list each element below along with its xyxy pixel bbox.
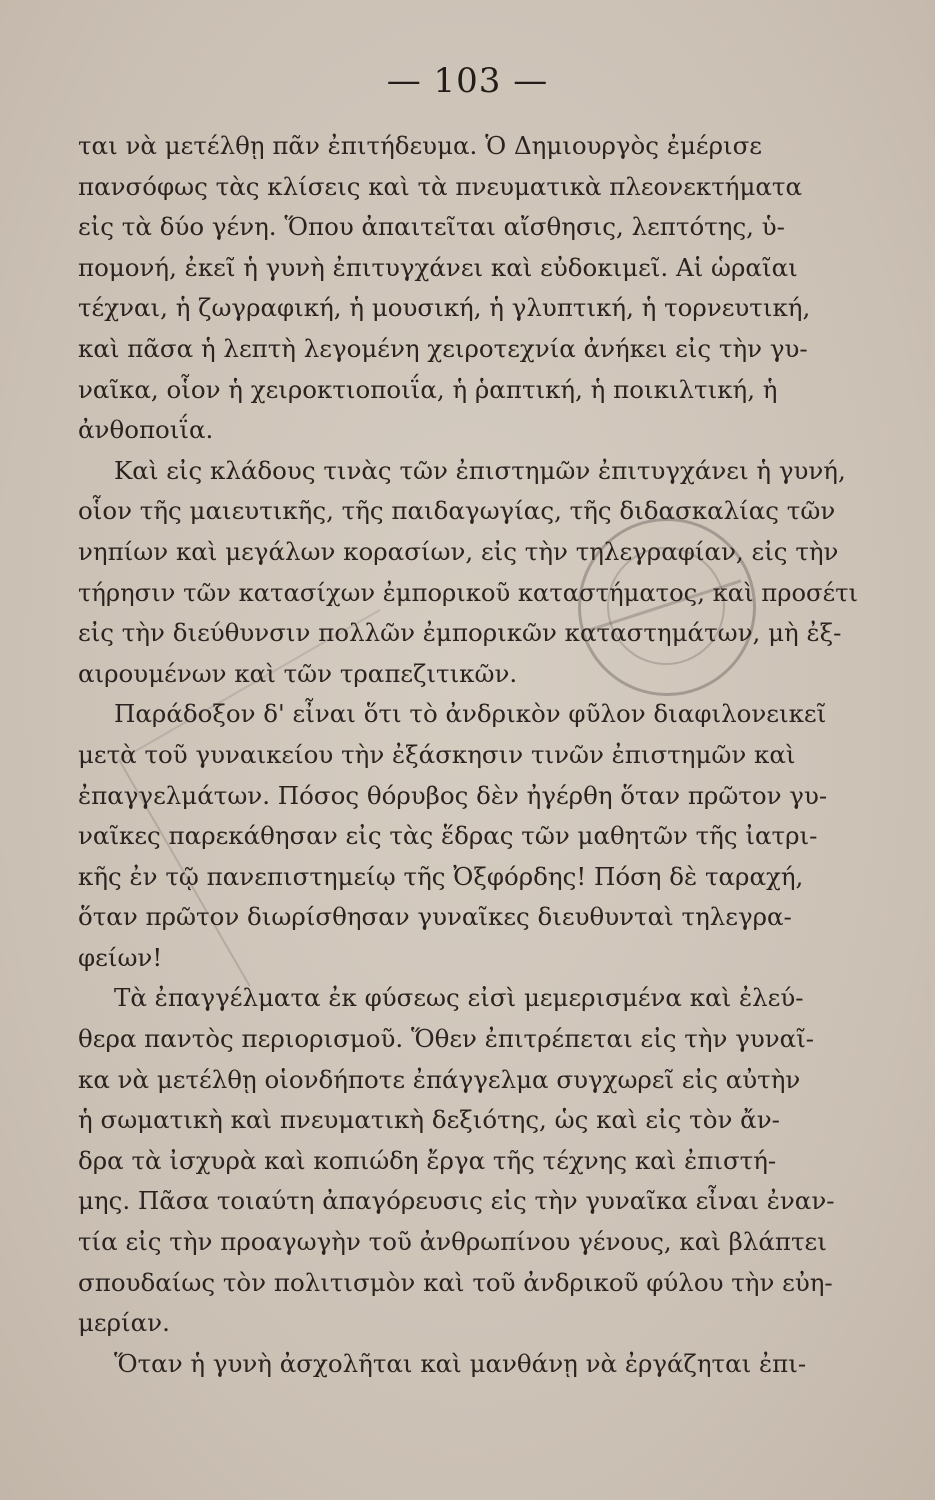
text-line: τήρησιν τῶν κατασίχων ἐμπορικοῦ καταστήματος, καὶ προσέτι xyxy=(78,578,858,607)
paragraph-4 xyxy=(78,978,858,1343)
text-line: τέχναι, ἡ ζωγραφική, ἡ μουσική, ἡ γλυπτική, ἡ τορνευτική, xyxy=(78,293,811,323)
paragraph-3 xyxy=(78,694,858,978)
paragraph-2 xyxy=(78,451,858,695)
paragraph-5 xyxy=(78,1344,858,1385)
text-line: ἀνθοποιΐα. xyxy=(78,415,214,445)
text-line: φείων! xyxy=(78,942,163,972)
text-line: κῆς ἐν τῷ πανεπιστημείῳ τῆς Ὀξφόρδης! Πόση δὲ ταραχή, xyxy=(78,861,804,891)
text-line: δρα τὰ ἰσχυρὰ καὶ κοπιώδη ἔργα τῆς τέχνης καὶ ἐπιστή- xyxy=(78,1145,777,1175)
text-line: εἰς τὰ δύο γένη. Ὅπου ἀπαιτεῖται αἴσθησις, λεπτότης, ὑ- xyxy=(78,212,785,242)
text-line: ναῖκα, οἷον ἡ χειροκτιοποιΐα, ἡ ῥαπτική, ἡ ποικιλτική, ἡ xyxy=(78,374,778,404)
text-line: κα νὰ μετέλθῃ οἱονδήποτε ἐπάγγελμα συγχωρεῖ εἰς αὐτὴν xyxy=(78,1064,801,1094)
text-line: τία εἰς τὴν προαγωγὴν τοῦ ἀνθρωπίνου γένους, καὶ βλάπτει xyxy=(78,1227,827,1257)
text-line: πανσόφως τὰς κλίσεις καὶ τὰ πνευματικὰ πλεονεκτήματα xyxy=(78,171,803,201)
text-line: Τὰ ἐπαγγέλματα ἐκ φύσεως εἰσὶ μεμερισμένα καὶ ἐλεύ- xyxy=(114,983,804,1013)
text-line: Παράδοξον δ' εἶναι ὅτι τὸ ἀνδρικὸν φῦλον διαφιλονεικεῖ xyxy=(114,699,827,729)
text-line: ται νὰ μετέλθῃ πᾶν ἐπιτήδευμα. Ὁ Δημιουργὸς ἐμέρισε xyxy=(78,131,763,160)
text-line: εἰς τὴν διεύθυνσιν πολλῶν ἐμπορικῶν καταστημάτων, μὴ ἐξ- xyxy=(78,618,842,648)
text-line: Καὶ εἰς κλάδους τινὰς τῶν ἐπιστημῶν ἐπιτυγχάνει ἡ γυνή, xyxy=(114,455,846,485)
text-line: πομονή, ἐκεῖ ἡ γυνὴ ἐπιτυγχάνει καὶ εὐδοκιμεῖ. Αἱ ὡραῖαι xyxy=(78,252,798,282)
text-line: Ὅταν ἡ γυνὴ ἀσχολῆται καὶ μανθάνῃ νὰ ἐργάζηται ἐπι- xyxy=(114,1348,807,1378)
text-line: μετὰ τοῦ γυναικείου τὴν ἐξάσκησιν τινῶν ἐπιστημῶν καὶ xyxy=(78,739,796,769)
text-line: μης. Πᾶσα τοιαύτη ἀπαγόρευσις εἰς τὴν γυναῖκα εἶναι ἐναν- xyxy=(78,1186,835,1216)
text-line: ἐπαγγελμάτων. Πόσος θόρυβος δὲν ἠγέρθη ὅταν πρῶτον γυ- xyxy=(78,780,828,810)
text-line: καὶ πᾶσα ἡ λεπτὴ λεγομένη χειροτεχνία ἀνήκει εἰς τὴν γυ- xyxy=(78,333,808,363)
text-line: σπουδαίως τὸν πολιτισμὸν καὶ τοῦ ἀνδρικοῦ φύλου τὴν εὐη- xyxy=(78,1267,833,1297)
text-line: οἷον τῆς μαιευτικῆς, τῆς παιδαγωγίας, τῆς διδασκαλίας τῶν xyxy=(78,496,836,526)
paragraph-1 xyxy=(78,126,858,451)
body-text xyxy=(78,126,858,1384)
text-line: αιρουμένων καὶ τῶν τραπεζιτικῶν. xyxy=(78,658,518,688)
page-number: — 103 — xyxy=(386,61,549,101)
text-line: μερίαν. xyxy=(78,1308,170,1338)
text-line: θερα παντὸς περιορισμοῦ. Ὅθεν ἐπιτρέπεται εἰς τὴν γυναῖ- xyxy=(78,1024,815,1054)
text-line: ἡ σωματικὴ καὶ πνευματικὴ δεξιότης, ὡς καὶ εἰς τὸν ἄν- xyxy=(78,1105,780,1135)
text-line: ναῖκες παρεκάθησαν εἰς τὰς ἕδρας τῶν μαθητῶν τῆς ἰατρι- xyxy=(78,821,818,851)
text-line: νηπίων καὶ μεγάλων κορασίων, εἰς τὴν τηλεγραφίαν, εἰς τὴν xyxy=(78,536,839,566)
text-line: ὅταν πρῶτον διωρίσθησαν γυναῖκες διευθυνταὶ τηλεγρα- xyxy=(78,902,792,932)
